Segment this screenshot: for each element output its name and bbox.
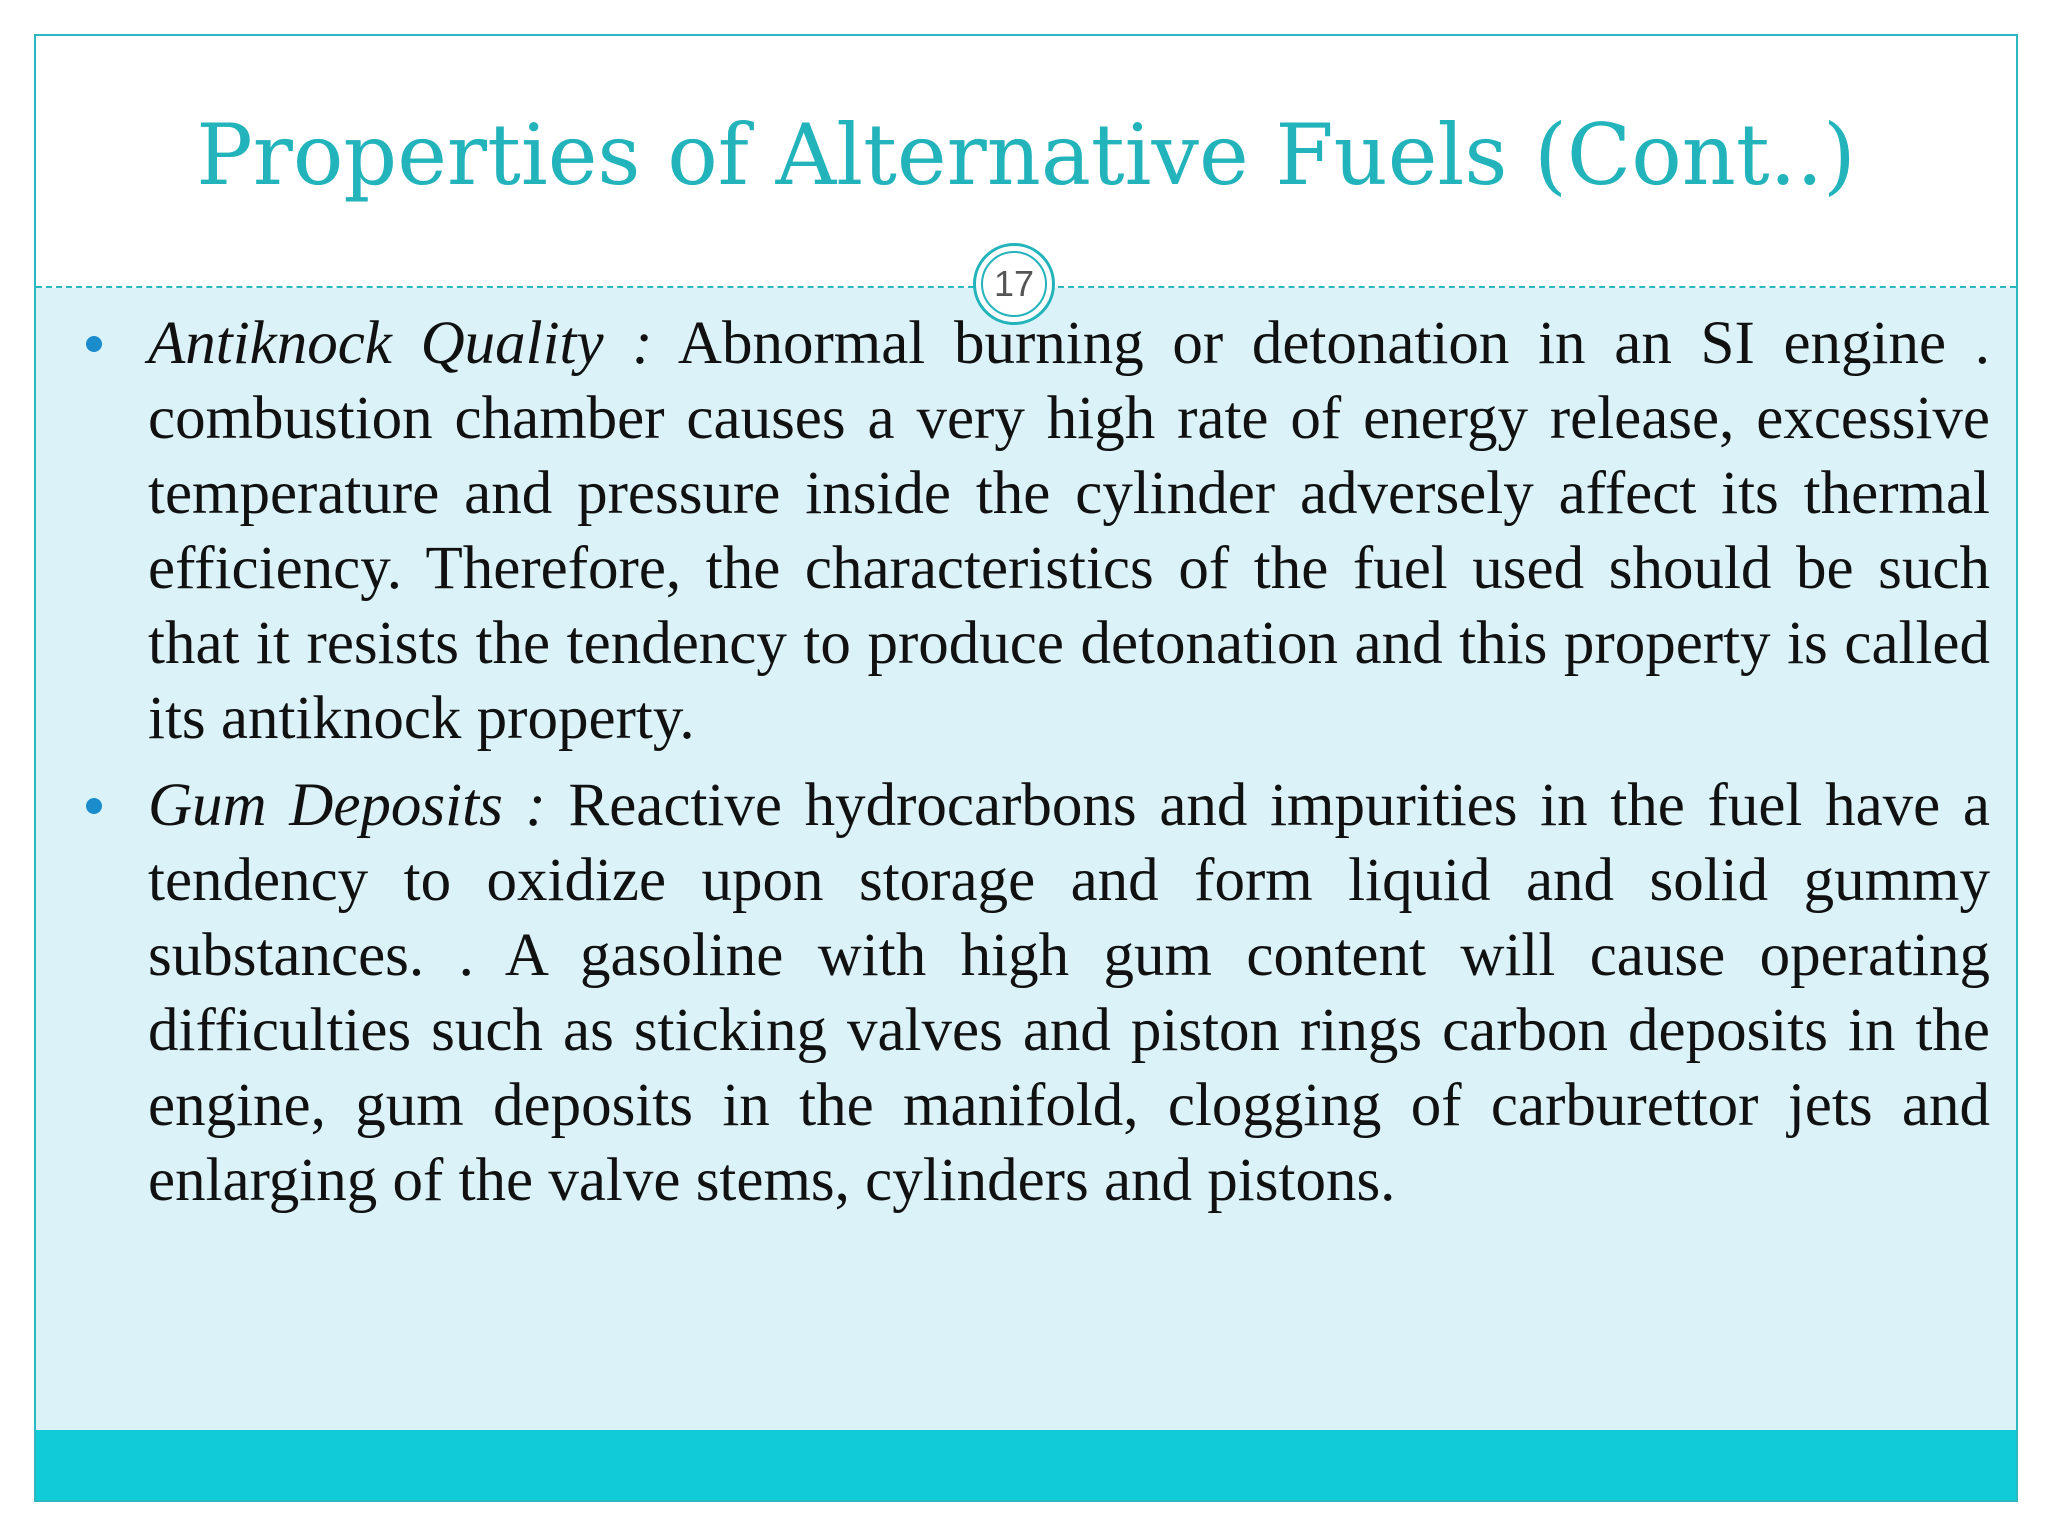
bullet-text: Reactive hydrocarbons and impurities in the fuel have a tendency to oxidize upon storage and form liquid and solid gummy substances. . A gasoline with high gum content will cause operating difficulties such as sticking valves and piston rings carbon deposits in the engine, gum deposits in the manifold, clogging of carburettor jets and enlarging of the valve stems, cylinders and pistons. (148, 772, 1991, 1214)
bullet-dot-icon (86, 798, 102, 814)
bullet-dot-icon (86, 336, 102, 352)
bullet-antiknock-quality (148, 306, 1990, 756)
bottom-accent-bar (36, 1430, 2016, 1500)
bullet-gum-deposits (148, 768, 1990, 1218)
page-number: 17 (981, 251, 1047, 317)
bullet-text: Abnormal burning or detonation in an SI engine . combustion chamber causes a very high rate of energy release, excessive temperature and pressure inside the cylinder adversely affect its thermal efficiency. Therefore, the characteristics of the fuel used should be such that it resists the tendency to produce detonation and this property is called its antiknock property. (148, 310, 1990, 752)
bullet-term: Gum Deposits : (148, 772, 546, 839)
bullet-term: Antiknock Quality : (148, 310, 653, 377)
bullet-list (148, 306, 1990, 1230)
slide-title: Properties of Alternative Fuels (Cont..) (196, 106, 1856, 204)
slide (34, 34, 2018, 1502)
